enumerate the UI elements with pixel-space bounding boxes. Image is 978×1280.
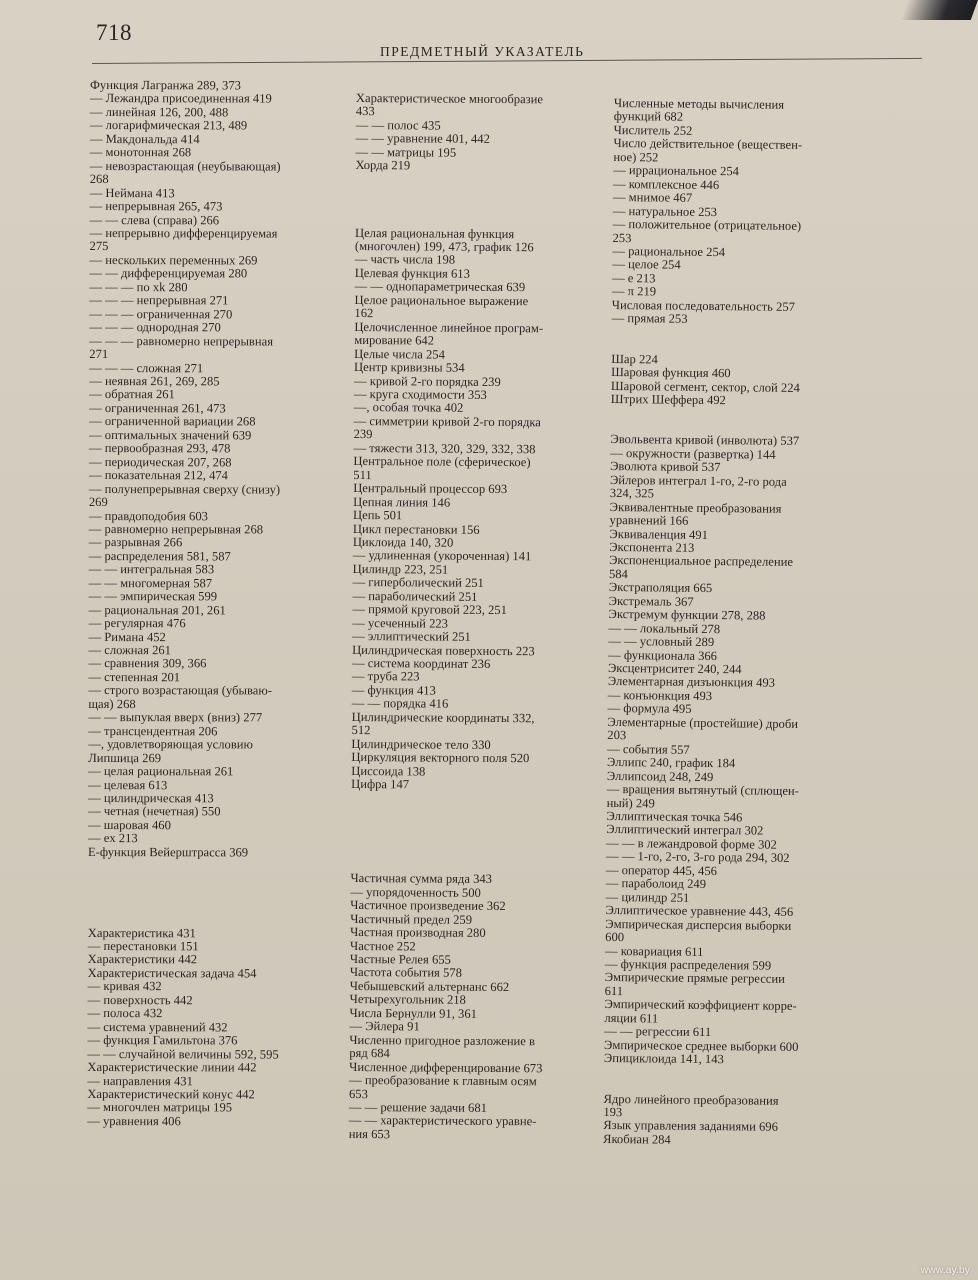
index-entry: — — — по xk 280 — [89, 279, 188, 295]
index-entry: 324, 325 — [609, 486, 655, 501]
index-entry: — прямой круговой 223, 251 — [352, 602, 507, 618]
index-entry: ряд 684 — [349, 1046, 390, 1061]
index-entry: Частота события 578 — [349, 965, 462, 981]
index-entry: — кривой 2-го порядка 239 — [353, 373, 501, 389]
index-entry: Характеристический конус 442 — [87, 1086, 255, 1102]
index-entry: Частичная сумма ряда 343 — [350, 871, 493, 887]
index-entry: Частичное произведение 362 — [350, 898, 506, 914]
index-entry: Циссоида 138 — [351, 763, 426, 779]
index-entry: — трансцендентная 206 — [88, 723, 218, 739]
index-entry: — — — равномерно непрерывная — [89, 333, 274, 349]
index-entry: E-функция Вейерштрасса 369 — [87, 844, 249, 860]
watermark: www.ay.by — [920, 1264, 970, 1276]
index-entry: Эпициклоида 141, 143 — [603, 1051, 724, 1067]
index-entry: 512 — [351, 723, 371, 738]
index-entry: Экстремум функции 278, 288 — [608, 607, 766, 623]
index-entry: Эквивалентные преобразования — [609, 499, 782, 516]
index-entry: — ограниченной вариации 268 — [89, 414, 256, 429]
index-entry: Эмпирическая дисперсия выборки — [605, 916, 792, 933]
index-entry: — — интегральная 583 — [88, 562, 215, 577]
index-entry: Характеристическая задача 454 — [87, 965, 257, 981]
index-entry: Эллиптический интеграл 302 — [606, 822, 764, 839]
index-entry: Число действительное (веществен- — [613, 136, 803, 153]
index-entry: — поверхность 442 — [87, 992, 193, 1008]
index-entry: 611 — [604, 983, 624, 999]
index-entry: — перестановки 151 — [87, 938, 199, 954]
index-entry: — четная (нечетная) 550 — [88, 804, 221, 819]
index-entry: Численное дифференцирование 673 — [349, 1059, 543, 1075]
index-entry: — — 1-го, 2-го, 3-го рода 294, 302 — [605, 849, 790, 866]
index-column-3 — [603, 97, 854, 1149]
index-entry: Частная производная 280 — [350, 925, 486, 941]
index-entry: — рациональная 201, 261 — [88, 602, 226, 618]
index-entry: — конъюнкция 493 — [607, 687, 713, 703]
index-entry: — прямая 253 — [611, 311, 688, 327]
index-entry: Эллиптическая точка 546 — [606, 808, 743, 825]
index-entry: ный) 249 — [606, 795, 655, 811]
index-entry: — — локальный 278 — [608, 620, 721, 636]
index-entry: — рациональное 254 — [612, 243, 726, 260]
index-entry: — — в лежандровой форме 302 — [606, 835, 777, 852]
index-entry: Цепь 501 — [352, 508, 403, 523]
index-entry: —, удовлетворяющая условию — [88, 737, 253, 752]
index-entry: щая) 268 — [88, 696, 136, 711]
index-entry: — комплексное 446 — [613, 176, 720, 192]
index-entry: Шаровой сегмент, сектор, слой 224 — [610, 378, 800, 395]
index-entry: Частное 252 — [349, 938, 416, 953]
index-entry: — нескольких переменных 269 — [89, 252, 258, 268]
book-edge — [901, 0, 978, 20]
index-entry: Эксцентриситет 240, 244 — [607, 661, 742, 677]
index-entry: — целая рациональная 261 — [88, 764, 234, 779]
index-entry: — иррациональное 254 — [613, 163, 740, 179]
index-entry: Числовая последовательность 257 — [611, 297, 796, 314]
index-entry: — Римана 452 — [88, 629, 166, 644]
index-entry: — — полос 435 — [355, 117, 441, 133]
index-entry: 203 — [607, 728, 627, 743]
running-head: ПРЕДМЕТНЫЙ УКАЗАТЕЛЬ — [380, 44, 585, 59]
index-entry: 239 — [353, 427, 373, 442]
index-entry: Цепная линия 146 — [353, 494, 451, 510]
index-entry: Цилиндрическое тело 330 — [351, 736, 491, 752]
index-entry: Эллиптическое уравнение 443, 456 — [605, 903, 794, 920]
index-entry: уравнений 166 — [609, 513, 689, 528]
index-entry: — — эмпирическая 599 — [88, 589, 218, 604]
index-entry: 193 — [603, 1104, 623, 1120]
index-entry: — параболический 251 — [352, 588, 478, 604]
index-entry: мирование 642 — [354, 333, 435, 348]
index-entry: — кривая 432 — [87, 979, 162, 994]
index-entry: — вращения вытянутый (сплющен- — [606, 782, 799, 799]
index-entry: — система уравнений 432 — [87, 1019, 228, 1035]
index-entry: — — многомерная 587 — [88, 575, 213, 591]
index-entry: — неявная 261, 269, 285 — [89, 373, 220, 389]
index-entry: Функция Лагранжа 289, 373 — [89, 78, 241, 93]
index-entry: Целое рациональное выражение — [354, 292, 529, 309]
index-entry: Цилиндрические координаты 332, — [351, 709, 535, 726]
index-entry: ляции 611 — [604, 1010, 659, 1026]
index-entry: — шаровая 460 — [88, 817, 171, 833]
index-entry: — монотонная 268 — [89, 145, 192, 160]
index-entry: — показательная 212, 474 — [88, 468, 228, 483]
index-entry: Экспонента 213 — [609, 539, 695, 555]
index-entry: — правдоподобия 603 — [88, 508, 208, 523]
index-entry: — функция Гамильтона 376 — [87, 1033, 238, 1048]
index-entry: 162 — [354, 306, 374, 321]
index-entry: — — характеристического уравне- — [348, 1113, 537, 1129]
index-entry: Эллипсоид 248, 249 — [606, 768, 714, 784]
index-entry: — невозрастающая (неубывающая) — [89, 158, 281, 174]
index-entry: — логарифмическая 213, 489 — [89, 118, 248, 133]
index-entry: — преобразование к главным осям — [349, 1073, 537, 1089]
index-entry: Характеристика 431 — [87, 925, 196, 940]
index-entry: Эмпирические прямые регрессии — [604, 970, 785, 987]
index-entry: — мнимое 467 — [612, 190, 693, 205]
index-entry: — положительное (отрицательное) — [612, 217, 802, 234]
index-entry: — удлиненная (укороченная) 141 — [352, 548, 532, 564]
index-entry: — e 213 — [612, 270, 656, 286]
index-entry: Частичный предел 259 — [350, 911, 473, 927]
index-entry: Циркуляция векторного поля 520 — [351, 750, 530, 766]
index-entry: Четырехугольник 218 — [349, 992, 466, 1008]
index-entry: Эллипс 240, график 184 — [606, 755, 736, 771]
index-column-1 — [87, 79, 360, 1129]
index-entry: — многочлен матрицы 195 — [87, 1100, 233, 1115]
index-entry: Липшица 269 — [88, 750, 162, 765]
index-entry: — — дифференцируемая 280 — [89, 266, 248, 281]
index-entry: Шаровая функция 460 — [611, 365, 731, 381]
index-entry: — круга сходимости 353 — [353, 386, 487, 402]
index-entry: — Неймана 413 — [89, 185, 175, 200]
index-entry: Эвольвента кривой (инволюта) 537 — [610, 432, 800, 449]
index-entry: — π 219 — [611, 284, 657, 299]
index-entry: Шар 224 — [611, 351, 658, 367]
index-entry: — Лежандра присоединенная 419 — [89, 91, 272, 106]
index-entry: 269 — [88, 495, 108, 510]
index-entry: функций 682 — [613, 109, 684, 125]
index-entry: — сравнения 309, 366 — [88, 656, 207, 671]
index-entry: Экспоненциальное распределение — [609, 553, 794, 570]
index-entry: — Эйлера 91 — [349, 1019, 420, 1034]
index-entry: — уравнения 406 — [87, 1113, 181, 1129]
index-entry: — оператор 445, 456 — [605, 862, 718, 878]
index-entry: — ex 213 — [87, 831, 138, 846]
blank-line — [88, 873, 358, 887]
index-entry: — цилиндр 251 — [605, 889, 690, 905]
index-entry: — цилиндрическая 413 — [88, 791, 214, 806]
index-entry: Штрих Шеффера 492 — [610, 391, 726, 408]
index-entry: 584 — [608, 566, 628, 582]
index-entry: — полоса 432 — [87, 1006, 163, 1021]
index-entry: 433 — [355, 104, 375, 119]
index-entry: — упорядоченность 500 — [350, 884, 481, 900]
index-entry: — формула 495 — [607, 701, 692, 717]
index-entry: — окружности (развертка) 144 — [610, 445, 776, 462]
index-entry: — равномерно непрерывная 268 — [88, 521, 264, 537]
index-entry: — периодическая 207, 268 — [88, 454, 232, 470]
index-entry: Целевая функция 613 — [354, 265, 470, 281]
index-entry: — непрерывная 265, 473 — [89, 199, 223, 214]
index-entry: 271 — [89, 347, 109, 362]
index-entry: — обратная 261 — [89, 387, 175, 402]
index-entry: 275 — [89, 239, 109, 254]
index-entry: — направления 431 — [87, 1073, 193, 1088]
index-entry: — — решение задачи 681 — [348, 1099, 488, 1115]
blank-line — [88, 886, 358, 900]
index-entry: — функция 413 — [351, 682, 436, 698]
index-column-2 — [349, 92, 618, 1143]
index-entry: Центральный процессор 693 — [353, 481, 508, 497]
index-entry: — функция распределения 599 — [604, 956, 772, 973]
index-entry: 253 — [612, 230, 632, 245]
index-entry: Ядро линейного преобразования — [603, 1091, 779, 1108]
index-entry: — труба 223 — [351, 669, 420, 684]
index-entry: Характеристическое многообразие — [355, 91, 544, 107]
index-entry: — функционала 366 — [608, 647, 718, 663]
index-entry: Эйлеров интеграл 1-го, 2-го рода — [609, 472, 787, 489]
index-entry: — — условный 289 — [608, 634, 715, 650]
index-entry: — — порядка 416 — [351, 696, 449, 712]
index-entry: — — регрессии 611 — [604, 1024, 712, 1040]
blank-line — [88, 859, 358, 873]
index-entry: 268 — [89, 172, 109, 187]
index-entry: Цифра 147 — [351, 777, 410, 792]
index-entry: Якобиан 284 — [603, 1131, 671, 1147]
index-entry: Численные методы вычисления — [613, 96, 785, 112]
index-entry: Целые числа 254 — [354, 346, 445, 362]
index-entry: 600 — [605, 930, 625, 945]
index-entry: Частные Релея 655 — [349, 951, 451, 967]
index-entry: — непрерывно дифференцируемая — [89, 225, 278, 241]
index-entry: Цилиндр 223, 251 — [352, 561, 449, 577]
index-entry: — усеченный 223 — [352, 615, 449, 631]
index-entry: — — — непрерывная 271 — [89, 293, 229, 308]
index-entry: Цилиндрическая поверхность 223 — [352, 642, 535, 658]
index-entry: — симметрии кривой 2-го порядка — [353, 413, 541, 430]
index-entry: — — матрицы 195 — [355, 144, 457, 160]
index-entry: 653 — [348, 1086, 368, 1101]
index-entry: Эмпирический коэффициент корре- — [604, 997, 797, 1014]
page-number: 718 — [96, 20, 132, 45]
index-entry: — ковариация 611 — [604, 943, 704, 959]
index-entry: — сложная 261 — [88, 643, 171, 658]
index-entry: Элементарные (простейшие) дроби — [607, 714, 799, 731]
index-entry: — регулярная 476 — [88, 616, 186, 631]
index-entry: 511 — [353, 467, 372, 482]
index-entry: — Макдональда 414 — [89, 131, 200, 147]
index-entry: Экстраполяция 665 — [608, 580, 713, 596]
index-entry: Цикл перестановки 156 — [352, 521, 480, 537]
index-entry: — строго возрастающая (убываю- — [88, 683, 272, 698]
index-entry: — параболоид 249 — [605, 876, 707, 892]
index-entry: Циклоида 140, 320 — [352, 534, 454, 550]
index-entry: — гиперболический 251 — [352, 575, 484, 591]
index-entry: — — однопараметрическая 639 — [354, 279, 526, 295]
index-entry: — степенная 201 — [88, 669, 181, 685]
index-entry: Эмпирическое среднее выборки 600 — [604, 1037, 799, 1054]
index-entry: Целая рациональная функция — [354, 225, 515, 241]
index-entry: — — — ограниченная 270 — [89, 306, 233, 322]
index-entry: Хорда 219 — [355, 158, 411, 173]
index-entry: — ограниченная 261, 473 — [89, 400, 226, 416]
index-entry: Элементарная дизъюнкция 493 — [607, 674, 776, 691]
index-entry: — — случайной величины 592, 595 — [87, 1046, 279, 1062]
index-entry: Центр кривизны 534 — [354, 360, 465, 375]
index-entry: — эллиптический 251 — [352, 629, 471, 644]
index-entry: — оптимальных значений 639 — [89, 427, 252, 443]
index-entry: — — — сложная 271 — [89, 360, 204, 375]
index-entry: — первообразная 293, 478 — [89, 441, 231, 456]
index-entry: (многочлен) 199, 473, график 126 — [354, 238, 534, 255]
index-entry: Характеристики 442 — [87, 952, 198, 967]
index-entry: — тяжести 313, 320, 329, 332, 338 — [353, 440, 536, 457]
index-entry: — распределения 581, 587 — [88, 548, 231, 564]
index-entry: Численно пригодное разложение в — [349, 1032, 536, 1048]
index-entry: Экстремаль 367 — [608, 593, 694, 609]
index-entry: Эволюта кривой 537 — [610, 459, 721, 475]
index-entry: ния 653 — [348, 1126, 391, 1142]
index-entry: Чебышевский альтернанс 662 — [349, 978, 510, 994]
index-entry: —, особая точка 402 — [353, 400, 464, 416]
index-entry: — разрывная 266 — [88, 535, 183, 550]
index-entry: — целое 254 — [612, 257, 681, 273]
index-entry: — — слева (справа) 266 — [89, 212, 220, 227]
index-entry: — — выпуклая вверх (вниз) 277 — [88, 710, 263, 725]
index-entry: — — уравнение 401, 442 — [355, 131, 490, 147]
index-entry: Целочисленное линейное програм- — [354, 319, 544, 336]
index-entry: Числа Бернулли 91, 361 — [349, 1005, 478, 1021]
index-entry: — линейная 126, 200, 488 — [89, 104, 229, 120]
index-entry: — полунепрерывная сверху (снизу) — [88, 481, 281, 497]
index-entry: ное) 252 — [613, 149, 659, 165]
index-entry: — система координат 236 — [351, 656, 491, 671]
index-entry: Эквиваленция 491 — [609, 526, 709, 542]
blank-line — [88, 900, 358, 914]
index-entry: — натуральное 253 — [612, 203, 718, 219]
index-entry: Центральное поле (сферическое) — [353, 454, 531, 470]
index-entry: — целевая 613 — [88, 777, 168, 792]
index-entry: — часть числа 198 — [354, 252, 456, 268]
index-entry: — события 557 — [607, 741, 690, 757]
index-entry: Числитель 252 — [613, 122, 693, 138]
index-entry: Характеристические линии 442 — [87, 1060, 257, 1075]
index-entry: — — — однородная 270 — [89, 320, 221, 335]
index-entry: Язык управления заданиями 696 — [603, 1118, 778, 1135]
